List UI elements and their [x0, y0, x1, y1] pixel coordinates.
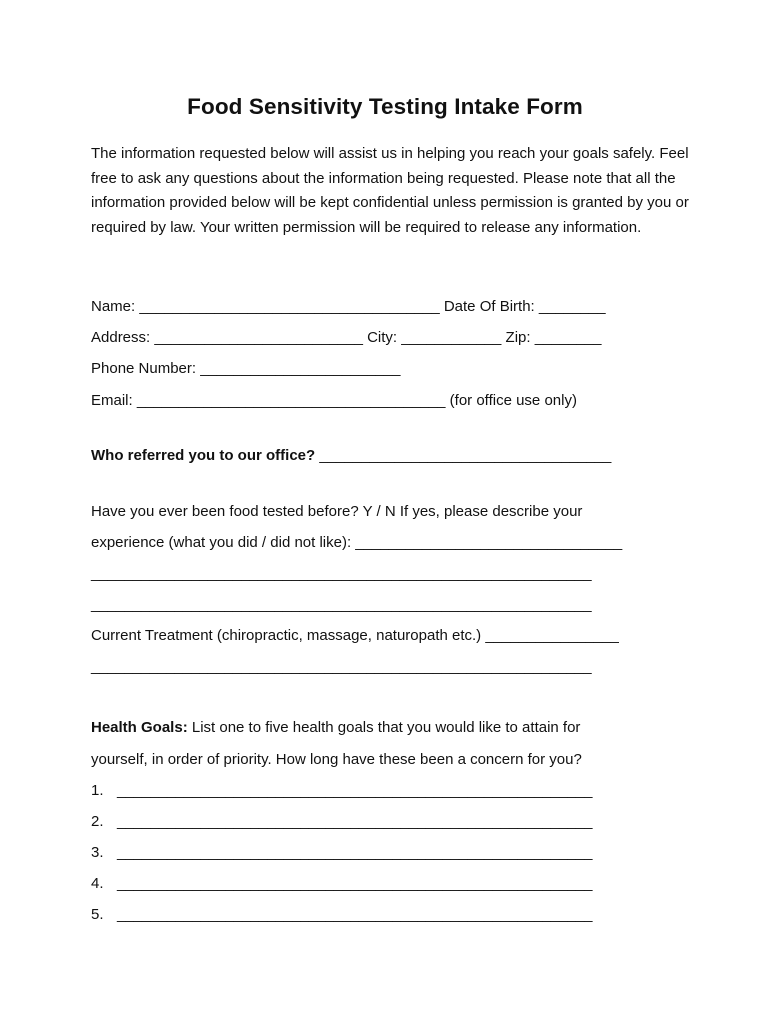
list-number: 5. — [91, 906, 104, 923]
referral-label: Who referred you to our office? — [91, 447, 316, 464]
health-goals-label: Health Goals: — [91, 719, 188, 736]
referral-field[interactable] — [91, 447, 611, 464]
health-goals-heading — [91, 719, 580, 736]
food-test-blank-1[interactable]: ____________________________________________________________ — [91, 565, 592, 582]
health-goal-blank[interactable]: _________________________________________________________ — [117, 844, 593, 861]
health-goal-blank[interactable]: _________________________________________________________ — [117, 782, 593, 799]
referral-blank[interactable]: ___________________________________ — [315, 447, 612, 464]
food-test-experience-field[interactable]: experience (what you did / did not like): ________________________________ — [91, 534, 623, 551]
health-goal-blank[interactable]: _________________________________________________________ — [117, 875, 593, 892]
health-goals-text: List one to five health goals that you would like to attain for — [187, 719, 581, 736]
email-field[interactable]: Email: _____________________________________ (for office use only) — [91, 392, 577, 409]
current-treatment-field[interactable]: Current Treatment (chiropractic, massage, naturopath etc.) ________________ — [91, 627, 619, 644]
health-goal-item[interactable] — [91, 813, 593, 830]
health-goal-item[interactable] — [91, 782, 593, 799]
food-test-blank-2[interactable]: ____________________________________________________________ — [91, 596, 592, 613]
health-goal-blank[interactable]: _________________________________________________________ — [117, 813, 593, 830]
health-goal-item[interactable] — [91, 906, 593, 923]
list-number: 2. — [91, 813, 104, 830]
current-treatment-blank[interactable]: ____________________________________________________________ — [91, 658, 592, 675]
name-dob-field[interactable]: Name: ____________________________________ Date Of Birth: ________ — [91, 298, 606, 315]
food-test-question: Have you ever been food tested before? Y / N If yes, please describe your — [91, 503, 583, 520]
list-number: 1. — [91, 782, 104, 799]
intro-paragraph: The information requested below will assist us in helping you reach your goals safely. Feel free to ask any questions about the information being requested. Please note that all the information provided below will be kept confidential unless permission is granted by you or required by law. Your written permission will be required to release any information. — [91, 145, 689, 236]
health-goal-blank[interactable]: _________________________________________________________ — [117, 906, 593, 923]
list-number: 4. — [91, 875, 104, 892]
address-city-zip-field[interactable]: Address: _________________________ City: ____________ Zip: ________ — [91, 329, 602, 346]
health-goals-instruction: yourself, in order of priority. How long have these been a concern for you? — [91, 751, 582, 768]
page-title: Food Sensitivity Testing Intake Form — [187, 94, 583, 119]
list-number: 3. — [91, 844, 104, 861]
health-goal-item[interactable] — [91, 875, 593, 892]
phone-field[interactable]: Phone Number: ________________________ — [91, 360, 401, 377]
health-goal-item[interactable] — [91, 844, 593, 861]
